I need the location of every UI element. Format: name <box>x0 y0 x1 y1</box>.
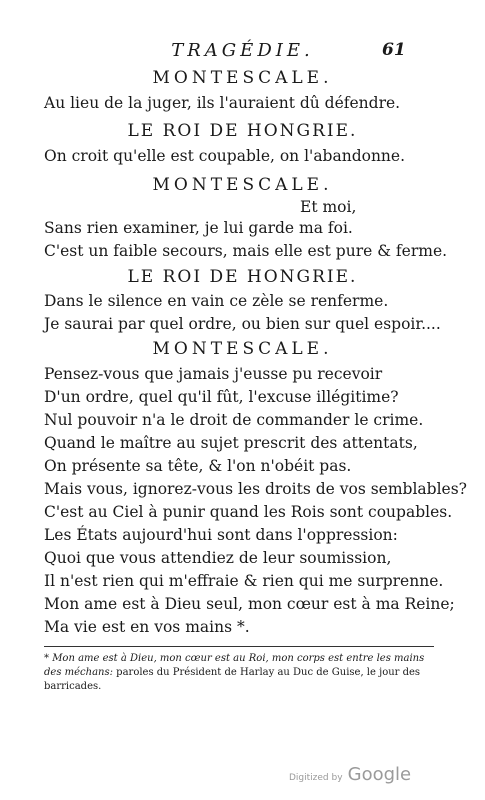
verse-line: Je saurai par quel ordre, ou bien sur quel espoir.... <box>44 315 441 333</box>
speaker-name: MONTESCALE. <box>152 339 333 359</box>
footnote <box>44 652 439 694</box>
speaker-name: MONTESCALE. <box>152 68 333 88</box>
verse-line: Pensez-vous que jamais j'eusse pu recevoir <box>44 365 383 383</box>
speaker-name: LE ROI DE HONGRIE. <box>127 121 358 141</box>
verse-line: Au lieu de la juger, ils l'auraient dû défendre. <box>44 94 401 112</box>
verse-line: D'un ordre, quel qu'il fût, l'excuse illégitime? <box>44 388 399 406</box>
verse-line: Mon ame est à Dieu seul, mon cœur est à ma Reine; <box>44 595 455 613</box>
footnote-source: paroles du Président de Harlay au Duc de Guise, le jour des barricades. <box>44 667 421 692</box>
verse-line: Nul pouvoir n'a le droit de commander le crime. <box>44 411 424 429</box>
verse-line: Il n'est rien qui m'effraie & rien qui me surprenne. <box>44 572 444 590</box>
google-logo: Google <box>347 764 412 785</box>
digitized-watermark <box>289 764 411 785</box>
verse-line: Et moi, <box>300 198 357 216</box>
verse-line: Dans le silence en vain ce zèle se renferme. <box>44 292 389 310</box>
verse-line: On croit qu'elle est coupable, on l'abandonne. <box>44 147 406 165</box>
verse-line: Quoi que vous attendiez de leur soumission, <box>44 549 392 567</box>
speaker-name: MONTESCALE. <box>152 175 333 195</box>
verse-line: On présente sa tête, & l'on n'obéit pas. <box>44 457 352 475</box>
verse-line: Mais vous, ignorez-vous les droits de vos semblables? <box>44 480 467 498</box>
footnote-rule <box>44 646 434 647</box>
speaker-name: LE ROI DE HONGRIE. <box>127 267 358 287</box>
verse-line: Les États aujourd'hui sont dans l'oppression: <box>44 526 398 544</box>
watermark-prefix: Digitized by <box>289 773 343 783</box>
page-number: 61 <box>382 40 406 60</box>
verse-line: Quand le maître au sujet prescrit des attentats, <box>44 434 418 452</box>
footnote-quote: Mon ame est à Dieu, mon cœur est au Roi, mon corps est entre les mains des méchans: <box>44 653 425 678</box>
footnote-mark: * <box>44 653 49 664</box>
verse-line: C'est au Ciel à punir quand les Rois sont coupables. <box>44 503 453 521</box>
running-head: TRAGÉDIE. <box>171 40 314 61</box>
verse-line: C'est un faible secours, mais elle est pure & ferme. <box>44 242 448 260</box>
verse-line: Ma vie est en vos mains *. <box>44 618 250 636</box>
verse-line: Sans rien examiner, je lui garde ma foi. <box>44 219 353 237</box>
